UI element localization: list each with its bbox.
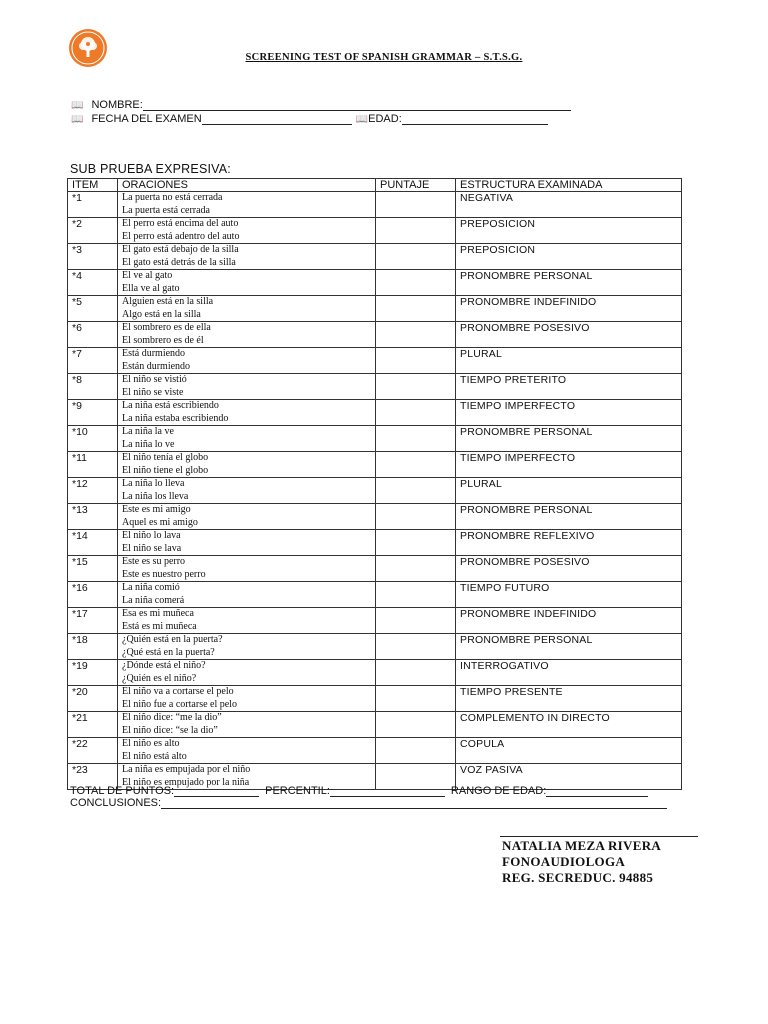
table-row <box>68 296 682 322</box>
table-row <box>68 478 682 504</box>
sentence-cell <box>118 660 376 686</box>
structure-cell: TIEMPO IMPERFECTO <box>456 400 682 426</box>
score-cell[interactable] <box>376 426 456 452</box>
item-number: *23 <box>68 764 118 790</box>
sentence-b: La niña estaba escribiendo <box>122 412 229 424</box>
structure-cell: PRONOMBRE PERSONAL <box>456 504 682 530</box>
item-number: *11 <box>68 452 118 478</box>
sentence-b: Está es mi muñeca <box>122 620 197 632</box>
edad-label: EDAD: <box>368 113 402 125</box>
table-row <box>68 192 682 218</box>
score-cell[interactable] <box>376 374 456 400</box>
structure-cell: PRONOMBRE REFLEXIVO <box>456 530 682 556</box>
score-cell[interactable] <box>376 218 456 244</box>
sentence-b: Algo está en la silla <box>122 308 201 320</box>
sentence-cell <box>118 686 376 712</box>
item-number: *16 <box>68 582 118 608</box>
sentence-b: La niña comerá <box>122 594 185 606</box>
sentence-cell <box>118 712 376 738</box>
header-puntaje: PUNTAJE <box>376 179 456 192</box>
sentence-cell <box>118 478 376 504</box>
table-row <box>68 504 682 530</box>
structure-cell: PRONOMBRE INDEFINIDO <box>456 296 682 322</box>
percentil-input-line[interactable] <box>330 785 445 797</box>
sentence-cell <box>118 192 376 218</box>
structure-cell: PRONOMBRE POSESIVO <box>456 322 682 348</box>
nombre-field <box>71 99 571 111</box>
sentence-a: El sombrero es de ella <box>122 322 211 333</box>
score-cell[interactable] <box>376 270 456 296</box>
table-row <box>68 608 682 634</box>
table-row <box>68 348 682 374</box>
sentence-a: El niño lo lava <box>122 530 181 541</box>
total-label: TOTAL DE PUNTOS: <box>70 785 175 797</box>
sentence-cell <box>118 400 376 426</box>
table-row <box>68 556 682 582</box>
sentence-cell <box>118 556 376 582</box>
sentence-a: El niño dice: “me la dio” <box>122 712 222 723</box>
sentence-b: ¿Qué está en la puerta? <box>122 646 215 658</box>
conclusiones-input-line[interactable] <box>161 797 667 809</box>
sentence-cell <box>118 738 376 764</box>
sentence-cell <box>118 322 376 348</box>
sentence-b: El niño se viste <box>122 386 184 398</box>
sentence-cell <box>118 348 376 374</box>
sentence-a: Está durmiendo <box>122 348 186 359</box>
score-cell[interactable] <box>376 738 456 764</box>
sentence-cell <box>118 374 376 400</box>
table-row <box>68 270 682 296</box>
sentence-b: El niño se lava <box>122 542 182 554</box>
sentence-cell <box>118 244 376 270</box>
signature-block <box>502 838 661 886</box>
table-row <box>68 400 682 426</box>
item-number: *3 <box>68 244 118 270</box>
sentence-b: Están durmiendo <box>122 360 191 372</box>
table-row <box>68 374 682 400</box>
score-cell[interactable] <box>376 582 456 608</box>
sentence-cell <box>118 530 376 556</box>
sentence-cell <box>118 634 376 660</box>
item-number: *17 <box>68 608 118 634</box>
sentence-cell <box>118 504 376 530</box>
table-row <box>68 218 682 244</box>
structure-cell: VOZ PASIVA <box>456 764 682 790</box>
rango-label: RANGO DE EDAD: <box>450 785 547 797</box>
sentence-a: La niña está escribiendo <box>122 400 219 411</box>
sentence-a: La niña la ve <box>122 426 174 437</box>
sentence-b: Aquel es mi amigo <box>122 516 198 528</box>
structure-cell: INTERROGATIVO <box>456 660 682 686</box>
structure-cell: TIEMPO PRESENTE <box>456 686 682 712</box>
item-number: *13 <box>68 504 118 530</box>
fecha-input-line[interactable] <box>202 113 352 125</box>
sentence-a: El gato está debajo de la silla <box>122 244 239 255</box>
score-cell[interactable] <box>376 686 456 712</box>
score-cell[interactable] <box>376 348 456 374</box>
item-number: *19 <box>68 660 118 686</box>
sentence-a: Alguien está en la silla <box>122 296 214 307</box>
conclusiones-line <box>70 797 667 809</box>
subtest-title: SUB PRUEBA EXPRESIVA: <box>70 162 231 176</box>
structure-cell: COMPLEMENTO IN DIRECTO <box>456 712 682 738</box>
score-cell[interactable] <box>376 452 456 478</box>
signature-name: NATALIA MEZA RIVERA <box>502 838 662 853</box>
signature-line <box>500 836 698 837</box>
sentence-cell <box>118 270 376 296</box>
sentence-cell <box>118 582 376 608</box>
document-title: SCREENING TEST OF SPANISH GRAMMAR – S.T.S.G. <box>245 52 523 63</box>
structure-cell: PREPOSICION <box>456 218 682 244</box>
structure-cell: TIEMPO FUTURO <box>456 582 682 608</box>
sentence-b: El niño fue a cortarse el pelo <box>122 698 237 710</box>
structure-cell: PLURAL <box>456 478 682 504</box>
nombre-label: NOMBRE: <box>91 99 143 111</box>
sentence-cell <box>118 218 376 244</box>
item-number: *10 <box>68 426 118 452</box>
structure-cell: TIEMPO PRETERITO <box>456 374 682 400</box>
score-cell[interactable] <box>376 504 456 530</box>
score-cell[interactable] <box>376 244 456 270</box>
table-row <box>68 452 682 478</box>
book-icon: 📖 <box>355 114 369 125</box>
table-row <box>68 660 682 686</box>
sentence-a: La niña lo lleva <box>122 478 185 489</box>
sentence-a: La niña comió <box>122 582 180 593</box>
item-number: *5 <box>68 296 118 322</box>
signature-reg: REG. SECREDUC. 94885 <box>502 870 654 885</box>
sentence-b: El perro está adentro del auto <box>122 230 240 242</box>
table-header-row <box>68 179 682 192</box>
item-number: *2 <box>68 218 118 244</box>
score-cell[interactable] <box>376 296 456 322</box>
structure-cell: PRONOMBRE PERSONAL <box>456 634 682 660</box>
sentence-b: La puerta está cerrada <box>122 204 210 216</box>
sentence-a: El niño tenía el globo <box>122 452 209 463</box>
sentence-b: El gato está detrás de la silla <box>122 256 236 268</box>
structure-cell: TIEMPO IMPERFECTO <box>456 452 682 478</box>
sentence-b: La niña los lleva <box>122 490 189 502</box>
sentence-cell <box>118 426 376 452</box>
sentence-b: El niño está alto <box>122 750 187 762</box>
sentence-b: El sombrero es de él <box>122 334 204 346</box>
sentence-a: El ve al gato <box>122 270 173 281</box>
sentence-b: El niño tiene el globo <box>122 464 209 476</box>
sentence-a: La puerta no está cerrada <box>122 192 223 203</box>
conclusiones-label: CONCLUSIONES: <box>70 797 162 809</box>
score-cell[interactable] <box>376 660 456 686</box>
structure-cell: PRONOMBRE PERSONAL <box>456 426 682 452</box>
structure-cell: COPULA <box>456 738 682 764</box>
item-number: *7 <box>68 348 118 374</box>
score-cell[interactable] <box>376 400 456 426</box>
sentence-a: El perro está encima del auto <box>122 218 239 229</box>
sentence-b: El niño dice: “se la dio” <box>122 724 218 736</box>
sentence-b: El niño es empujado por la niña <box>122 776 250 788</box>
sentence-a: Este es mi amigo <box>122 504 191 515</box>
header-oraciones: ORACIONES <box>118 179 376 192</box>
table-row <box>68 686 682 712</box>
score-cell[interactable] <box>376 634 456 660</box>
score-cell[interactable] <box>376 608 456 634</box>
table-row <box>68 322 682 348</box>
structure-cell: PRONOMBRE INDEFINIDO <box>456 608 682 634</box>
item-number: *9 <box>68 400 118 426</box>
fecha-label: FECHA DEL EXAMEN <box>91 113 202 125</box>
sentence-a: La niña es empujada por el niño <box>122 764 251 775</box>
table-row <box>68 530 682 556</box>
nombre-input-line[interactable] <box>143 99 571 111</box>
score-cell[interactable] <box>376 192 456 218</box>
items-table <box>67 178 682 790</box>
item-number: *4 <box>68 270 118 296</box>
sentence-a: Esa es mi muñeca <box>122 608 194 619</box>
item-number: *20 <box>68 686 118 712</box>
item-number: *6 <box>68 322 118 348</box>
item-number: *21 <box>68 712 118 738</box>
item-number: *15 <box>68 556 118 582</box>
score-cell[interactable] <box>376 712 456 738</box>
sentence-a: ¿Dónde está el niño? <box>122 660 206 671</box>
table-row <box>68 244 682 270</box>
table-row <box>68 426 682 452</box>
structure-cell: NEGATIVA <box>456 192 682 218</box>
sentence-a: Este es su perro <box>122 556 186 567</box>
rango-input-line[interactable] <box>546 785 648 797</box>
table-row <box>68 634 682 660</box>
percentil-label: PERCENTIL: <box>265 785 330 797</box>
sentence-b: Ella ve al gato <box>122 282 180 294</box>
header-item: ITEM <box>68 179 118 192</box>
structure-cell: PLURAL <box>456 348 682 374</box>
sentence-a: El niño es alto <box>122 738 180 749</box>
sentence-a: El niño se vistió <box>122 374 187 385</box>
table-row <box>68 712 682 738</box>
item-number: *12 <box>68 478 118 504</box>
structure-cell: PRONOMBRE PERSONAL <box>456 270 682 296</box>
sentence-a: ¿Quién está en la puerta? <box>122 634 223 645</box>
edad-input-line[interactable] <box>402 113 548 125</box>
sentence-b: Este es nuestro perro <box>122 568 206 580</box>
sentence-b: ¿Quién es el niño? <box>122 672 197 684</box>
book-icon: 📖 <box>71 100 84 111</box>
structure-cell: PREPOSICION <box>456 244 682 270</box>
score-cell[interactable] <box>376 322 456 348</box>
item-number: *18 <box>68 634 118 660</box>
score-cell[interactable] <box>376 556 456 582</box>
total-input-line[interactable] <box>174 785 259 797</box>
item-number: *8 <box>68 374 118 400</box>
item-number: *22 <box>68 738 118 764</box>
sentence-cell <box>118 608 376 634</box>
table-row <box>68 738 682 764</box>
score-cell[interactable] <box>376 478 456 504</box>
sentence-a: El niño va a cortarse el pelo <box>122 686 234 697</box>
table-row <box>68 582 682 608</box>
sentence-cell <box>118 452 376 478</box>
signature-role: FONOAUDIOLOGA <box>502 854 626 869</box>
fecha-field <box>71 113 548 125</box>
header-estructura: ESTRUCTURA EXAMINADA <box>456 179 682 192</box>
item-number: *14 <box>68 530 118 556</box>
score-cell[interactable] <box>376 530 456 556</box>
book-icon: 📖 <box>71 114 84 125</box>
total-line <box>70 785 648 797</box>
item-number: *1 <box>68 192 118 218</box>
sentence-cell <box>118 296 376 322</box>
structure-cell: PRONOMBRE POSESIVO <box>456 556 682 582</box>
sentence-b: La niña lo ve <box>122 438 175 450</box>
